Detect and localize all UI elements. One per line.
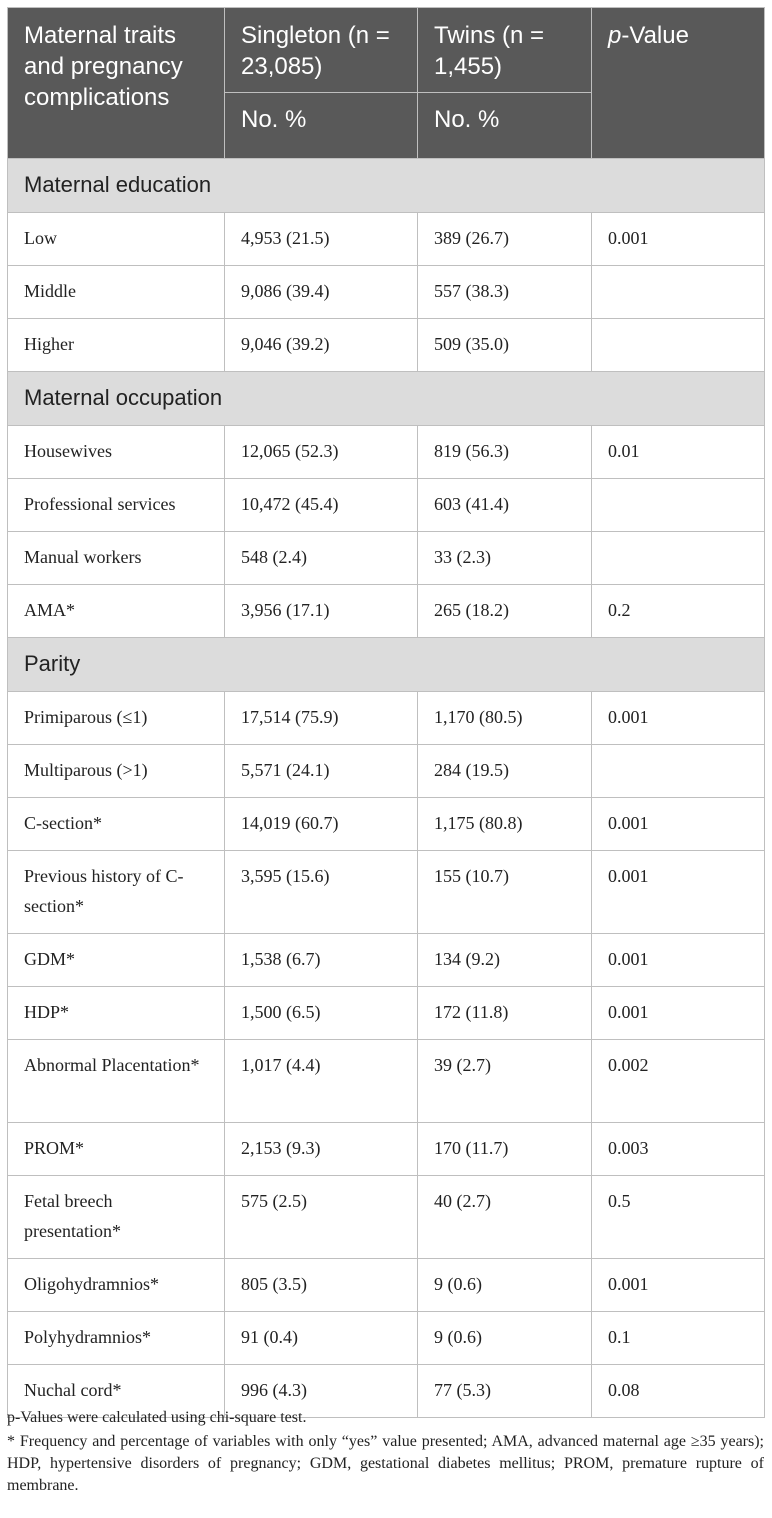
table-row	[8, 532, 765, 585]
table-row	[8, 987, 765, 1040]
singleton-cell: 12,065 (52.3)	[225, 426, 418, 479]
row-label: Manual workers	[8, 532, 225, 585]
singleton-cell: 2,153 (9.3)	[225, 1123, 418, 1176]
section-label: Maternal education	[8, 159, 765, 213]
singleton-cell: 91 (0.4)	[225, 1312, 418, 1365]
p-value-cell: 0.2	[592, 585, 765, 638]
p-value-cell	[592, 266, 765, 319]
twins-cell: 819 (56.3)	[418, 426, 592, 479]
table-row	[8, 1176, 765, 1259]
row-label: Higher	[8, 319, 225, 372]
twins-cell: 172 (11.8)	[418, 987, 592, 1040]
singleton-cell: 4,953 (21.5)	[225, 213, 418, 266]
row-label: Fetal breech presentation*	[8, 1176, 225, 1259]
twins-cell: 33 (2.3)	[418, 532, 592, 585]
twins-cell: 40 (2.7)	[418, 1176, 592, 1259]
row-label: HDP*	[8, 987, 225, 1040]
table-row	[8, 266, 765, 319]
twins-cell: 284 (19.5)	[418, 745, 592, 798]
p-value-cell: 0.001	[592, 692, 765, 745]
twins-cell: 9 (0.6)	[418, 1312, 592, 1365]
table-row	[8, 1312, 765, 1365]
table-row	[8, 213, 765, 266]
header-twins-sub: No. %	[418, 93, 592, 159]
header-singleton-sub: No. %	[225, 93, 418, 159]
row-label: Polyhydramnios*	[8, 1312, 225, 1365]
row-label: Multiparous (>1)	[8, 745, 225, 798]
twins-cell: 509 (35.0)	[418, 319, 592, 372]
table-row	[8, 1040, 765, 1123]
twins-cell: 9 (0.6)	[418, 1259, 592, 1312]
table-row	[8, 479, 765, 532]
table-row	[8, 319, 765, 372]
p-value-cell: 0.08	[592, 1365, 765, 1418]
header-p-rest: -Value	[621, 22, 689, 49]
singleton-cell: 5,571 (24.1)	[225, 745, 418, 798]
twins-cell: 170 (11.7)	[418, 1123, 592, 1176]
twins-cell: 134 (9.2)	[418, 934, 592, 987]
p-value-cell: 0.003	[592, 1123, 765, 1176]
p-value-cell: 0.001	[592, 1259, 765, 1312]
p-value-cell: 0.001	[592, 934, 765, 987]
singleton-cell: 3,956 (17.1)	[225, 585, 418, 638]
table-container	[7, 7, 764, 1418]
row-label: Nuchal cord*	[8, 1365, 225, 1418]
table-row	[8, 934, 765, 987]
singleton-cell: 575 (2.5)	[225, 1176, 418, 1259]
p-value-cell: 0.001	[592, 798, 765, 851]
section-row	[8, 638, 765, 692]
row-label: C-section*	[8, 798, 225, 851]
table-row	[8, 1123, 765, 1176]
table-row	[8, 798, 765, 851]
p-value-cell: 0.5	[592, 1176, 765, 1259]
row-label: AMA*	[8, 585, 225, 638]
row-label: Oligohydramnios*	[8, 1259, 225, 1312]
row-label: Low	[8, 213, 225, 266]
twins-cell: 77 (5.3)	[418, 1365, 592, 1418]
row-label: Housewives	[8, 426, 225, 479]
row-label: Professional services	[8, 479, 225, 532]
p-value-cell	[592, 745, 765, 798]
maternal-traits-table	[7, 7, 765, 1418]
p-value-cell	[592, 319, 765, 372]
table-row	[8, 851, 765, 934]
p-value-cell: 0.002	[592, 1040, 765, 1123]
row-label: Previous history of C-section*	[8, 851, 225, 934]
header-maternal-traits: Maternal traits and pregnancy complications	[8, 8, 225, 159]
p-value-cell: 0.001	[592, 213, 765, 266]
table-row	[8, 1259, 765, 1312]
singleton-cell: 1,500 (6.5)	[225, 987, 418, 1040]
singleton-cell: 996 (4.3)	[225, 1365, 418, 1418]
singleton-cell: 3,595 (15.6)	[225, 851, 418, 934]
row-label: GDM*	[8, 934, 225, 987]
twins-cell: 1,170 (80.5)	[418, 692, 592, 745]
row-label: Primiparous (≤1)	[8, 692, 225, 745]
row-label: Middle	[8, 266, 225, 319]
table-footnotes	[7, 1407, 764, 1499]
table-body	[8, 159, 765, 1418]
singleton-cell: 1,017 (4.4)	[225, 1040, 418, 1123]
twins-cell: 155 (10.7)	[418, 851, 592, 934]
table-row	[8, 585, 765, 638]
singleton-cell: 548 (2.4)	[225, 532, 418, 585]
footnote-abbreviations: * Frequency and percentage of variables with only “yes” value presented; AMA, advanced maternal age ≥35 years); HDP, hypertensive disorders of pregnancy; GDM, gestational diabetes mellitus; PROM, premature rupture of membrane.	[7, 1433, 764, 1494]
singleton-cell: 14,019 (60.7)	[225, 798, 418, 851]
singleton-cell: 1,538 (6.7)	[225, 934, 418, 987]
table-header	[8, 8, 765, 159]
p-value-cell: 0.001	[592, 851, 765, 934]
singleton-cell: 10,472 (45.4)	[225, 479, 418, 532]
table-row	[8, 426, 765, 479]
p-value-cell: 0.01	[592, 426, 765, 479]
p-value-cell	[592, 532, 765, 585]
singleton-cell: 805 (3.5)	[225, 1259, 418, 1312]
row-label: Abnormal Placentation*	[8, 1040, 225, 1123]
header-singleton: Singleton (n = 23,085)	[225, 8, 418, 93]
twins-cell: 557 (38.3)	[418, 266, 592, 319]
twins-cell: 39 (2.7)	[418, 1040, 592, 1123]
twins-cell: 265 (18.2)	[418, 585, 592, 638]
twins-cell: 389 (26.7)	[418, 213, 592, 266]
header-p-italic: p	[608, 22, 622, 49]
twins-cell: 603 (41.4)	[418, 479, 592, 532]
section-label: Parity	[8, 638, 765, 692]
header-twins: Twins (n = 1,455)	[418, 8, 592, 93]
footnote-p-values: p-Values were calculated using chi-square test.	[7, 1409, 307, 1426]
p-value-cell: 0.001	[592, 987, 765, 1040]
twins-cell: 1,175 (80.8)	[418, 798, 592, 851]
p-value-cell: 0.1	[592, 1312, 765, 1365]
section-row	[8, 159, 765, 213]
singleton-cell: 9,046 (39.2)	[225, 319, 418, 372]
section-label: Maternal occupation	[8, 372, 765, 426]
section-row	[8, 372, 765, 426]
table-row	[8, 692, 765, 745]
singleton-cell: 9,086 (39.4)	[225, 266, 418, 319]
p-value-cell	[592, 479, 765, 532]
table-row	[8, 745, 765, 798]
header-p-value	[592, 8, 765, 159]
singleton-cell: 17,514 (75.9)	[225, 692, 418, 745]
row-label: PROM*	[8, 1123, 225, 1176]
